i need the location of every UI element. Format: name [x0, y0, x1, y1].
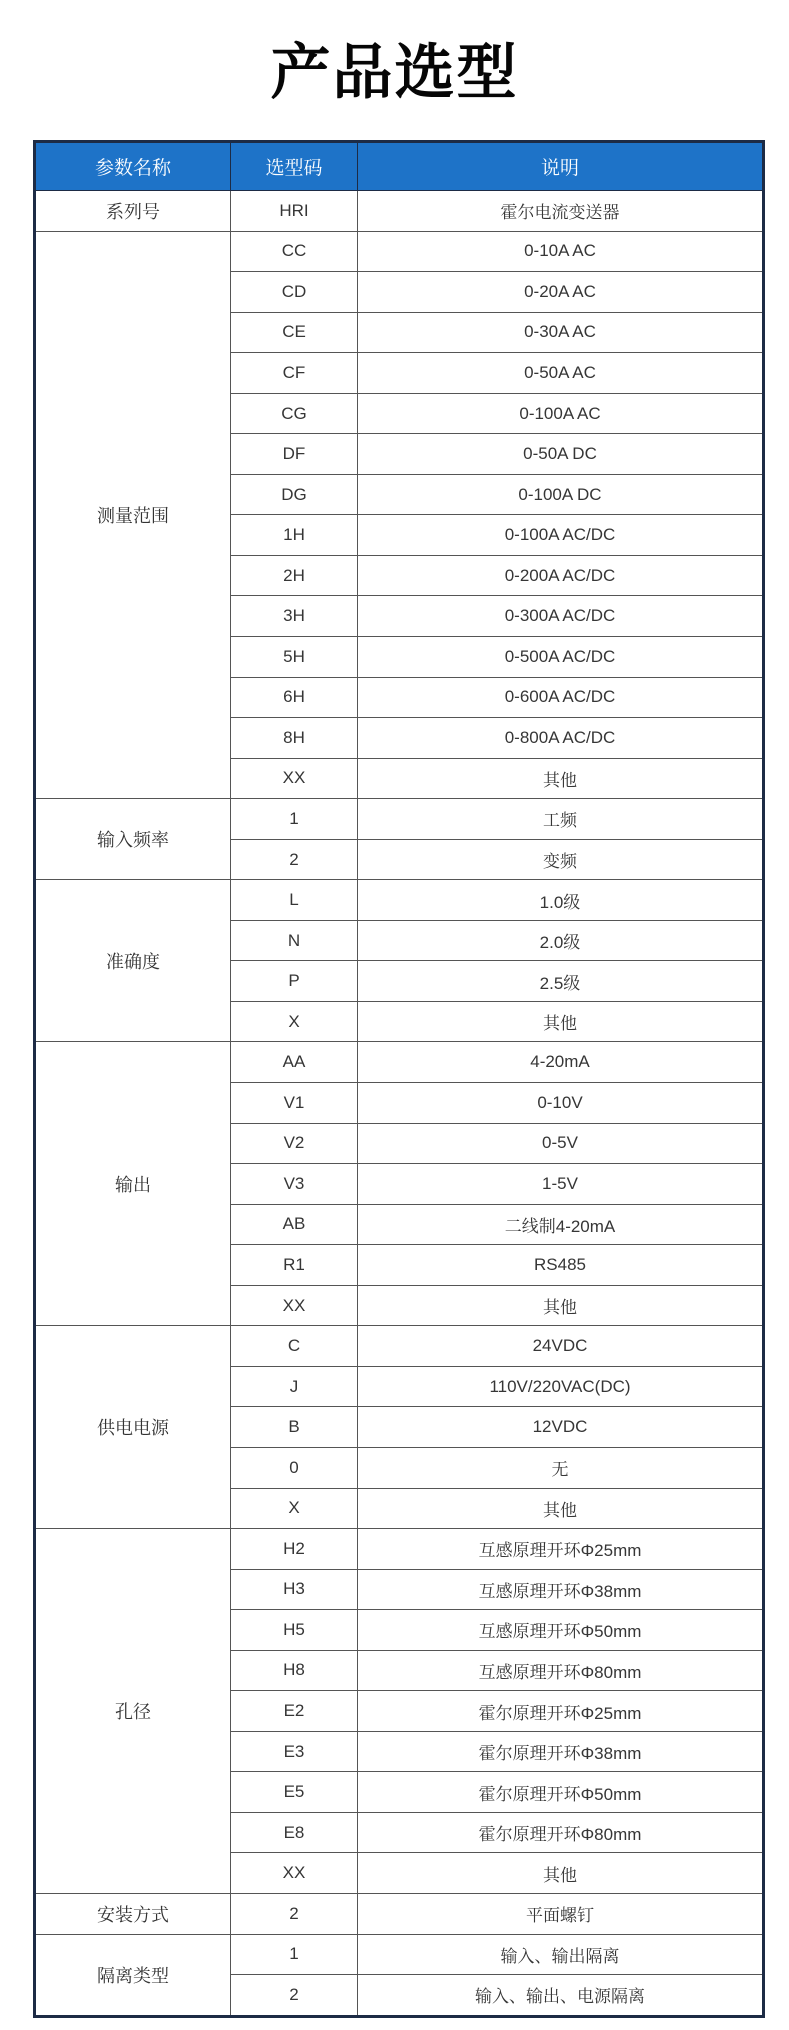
code-cell: B	[231, 1407, 358, 1448]
code-cell: 6H	[231, 677, 358, 718]
description-cell: 其他	[358, 1285, 764, 1326]
description-cell: 其他	[358, 1001, 764, 1042]
code-cell: L	[231, 880, 358, 921]
description-cell: 0-100A DC	[358, 474, 764, 515]
code-cell: J	[231, 1366, 358, 1407]
code-cell: 1	[231, 1934, 358, 1975]
code-cell: E2	[231, 1691, 358, 1732]
description-cell: 其他	[358, 1488, 764, 1529]
code-cell: DF	[231, 434, 358, 475]
selection-table	[33, 140, 765, 2018]
description-cell: 互感原理开环Φ50mm	[358, 1610, 764, 1651]
code-cell: C	[231, 1326, 358, 1367]
code-cell: 1	[231, 799, 358, 840]
code-cell: H8	[231, 1650, 358, 1691]
code-cell: DG	[231, 474, 358, 515]
description-cell: 霍尔电流变送器	[358, 191, 764, 232]
description-cell: 互感原理开环Φ80mm	[358, 1650, 764, 1691]
description-cell: 霍尔原理开环Φ80mm	[358, 1812, 764, 1853]
description-cell: 二线制4-20mA	[358, 1204, 764, 1245]
description-cell: 0-100A AC/DC	[358, 515, 764, 556]
description-cell: 霍尔原理开环Φ25mm	[358, 1691, 764, 1732]
code-cell: R1	[231, 1245, 358, 1286]
description-cell: 输入、输出、电源隔离	[358, 1975, 764, 2017]
description-cell: 110V/220VAC(DC)	[358, 1366, 764, 1407]
description-cell: 0-10V	[358, 1083, 764, 1124]
param-name-cell: 输出	[35, 1042, 231, 1326]
param-name-cell: 安装方式	[35, 1893, 231, 1934]
code-cell: XX	[231, 1285, 358, 1326]
table-row	[35, 1893, 764, 1934]
description-cell: 无	[358, 1447, 764, 1488]
description-cell: 0-5V	[358, 1123, 764, 1164]
code-cell: HRI	[231, 191, 358, 232]
param-name-cell: 准确度	[35, 880, 231, 1042]
param-name-cell: 输入频率	[35, 799, 231, 880]
param-name-cell: 供电电源	[35, 1326, 231, 1529]
table-row	[35, 799, 764, 840]
table-row	[35, 1529, 764, 1570]
table-body	[35, 191, 764, 2017]
description-cell: 0-20A AC	[358, 272, 764, 313]
description-cell: 1-5V	[358, 1164, 764, 1205]
code-cell: X	[231, 1001, 358, 1042]
description-cell: 霍尔原理开环Φ38mm	[358, 1731, 764, 1772]
code-cell: V1	[231, 1083, 358, 1124]
code-cell: AB	[231, 1204, 358, 1245]
table-row	[35, 1042, 764, 1083]
description-cell: RS485	[358, 1245, 764, 1286]
code-cell: XX	[231, 758, 358, 799]
code-cell: 1H	[231, 515, 358, 556]
description-cell: 0-30A AC	[358, 312, 764, 353]
page-title: 产品选型	[270, 39, 519, 106]
code-cell: H2	[231, 1529, 358, 1570]
description-cell: 0-300A AC/DC	[358, 596, 764, 637]
table-header-param-name: 参数名称	[35, 142, 231, 191]
code-cell: H3	[231, 1569, 358, 1610]
code-cell: P	[231, 961, 358, 1002]
code-cell: CG	[231, 393, 358, 434]
table-header-code: 选型码	[231, 142, 358, 191]
description-cell: 其他	[358, 1853, 764, 1894]
code-cell: AA	[231, 1042, 358, 1083]
description-cell: 0-600A AC/DC	[358, 677, 764, 718]
code-cell: CD	[231, 272, 358, 313]
code-cell: 2	[231, 839, 358, 880]
description-cell: 0-50A DC	[358, 434, 764, 475]
description-cell: 0-50A AC	[358, 353, 764, 394]
param-name-cell: 孔径	[35, 1529, 231, 1894]
code-cell: N	[231, 920, 358, 961]
table-header-description: 说明	[358, 142, 764, 191]
table-row	[35, 191, 764, 232]
description-cell: 0-200A AC/DC	[358, 555, 764, 596]
code-cell: H5	[231, 1610, 358, 1651]
description-cell: 互感原理开环Φ38mm	[358, 1569, 764, 1610]
description-cell: 0-10A AC	[358, 231, 764, 272]
param-name-cell: 隔离类型	[35, 1934, 231, 2016]
table-row	[35, 1326, 764, 1367]
description-cell: 其他	[358, 758, 764, 799]
description-cell: 互感原理开环Φ25mm	[358, 1529, 764, 1570]
description-cell: 平面螺钉	[358, 1893, 764, 1934]
description-cell: 2.0级	[358, 920, 764, 961]
description-cell: 24VDC	[358, 1326, 764, 1367]
description-cell: 工频	[358, 799, 764, 840]
description-cell: 变频	[358, 839, 764, 880]
description-cell: 2.5级	[358, 961, 764, 1002]
description-cell: 霍尔原理开环Φ50mm	[358, 1772, 764, 1813]
description-cell: 1.0级	[358, 880, 764, 921]
description-cell: 0-100A AC	[358, 393, 764, 434]
code-cell: E8	[231, 1812, 358, 1853]
code-cell: 2H	[231, 555, 358, 596]
description-cell: 输入、输出隔离	[358, 1934, 764, 1975]
table-row	[35, 1934, 764, 1975]
param-name-cell: 测量范围	[35, 231, 231, 799]
code-cell: CE	[231, 312, 358, 353]
code-cell: 2	[231, 1975, 358, 2017]
table-header-row	[35, 142, 764, 191]
param-name-cell: 系列号	[35, 191, 231, 232]
description-cell: 0-800A AC/DC	[358, 718, 764, 759]
code-cell: E5	[231, 1772, 358, 1813]
code-cell: V2	[231, 1123, 358, 1164]
code-cell: 8H	[231, 718, 358, 759]
code-cell: 0	[231, 1447, 358, 1488]
code-cell: 3H	[231, 596, 358, 637]
code-cell: XX	[231, 1853, 358, 1894]
code-cell: V3	[231, 1164, 358, 1205]
description-cell: 4-20mA	[358, 1042, 764, 1083]
code-cell: CF	[231, 353, 358, 394]
table-row	[35, 880, 764, 921]
description-cell: 12VDC	[358, 1407, 764, 1448]
code-cell: CC	[231, 231, 358, 272]
code-cell: 2	[231, 1893, 358, 1934]
description-cell: 0-500A AC/DC	[358, 637, 764, 678]
table-row	[35, 231, 764, 272]
code-cell: 5H	[231, 637, 358, 678]
code-cell: X	[231, 1488, 358, 1529]
code-cell: E3	[231, 1731, 358, 1772]
